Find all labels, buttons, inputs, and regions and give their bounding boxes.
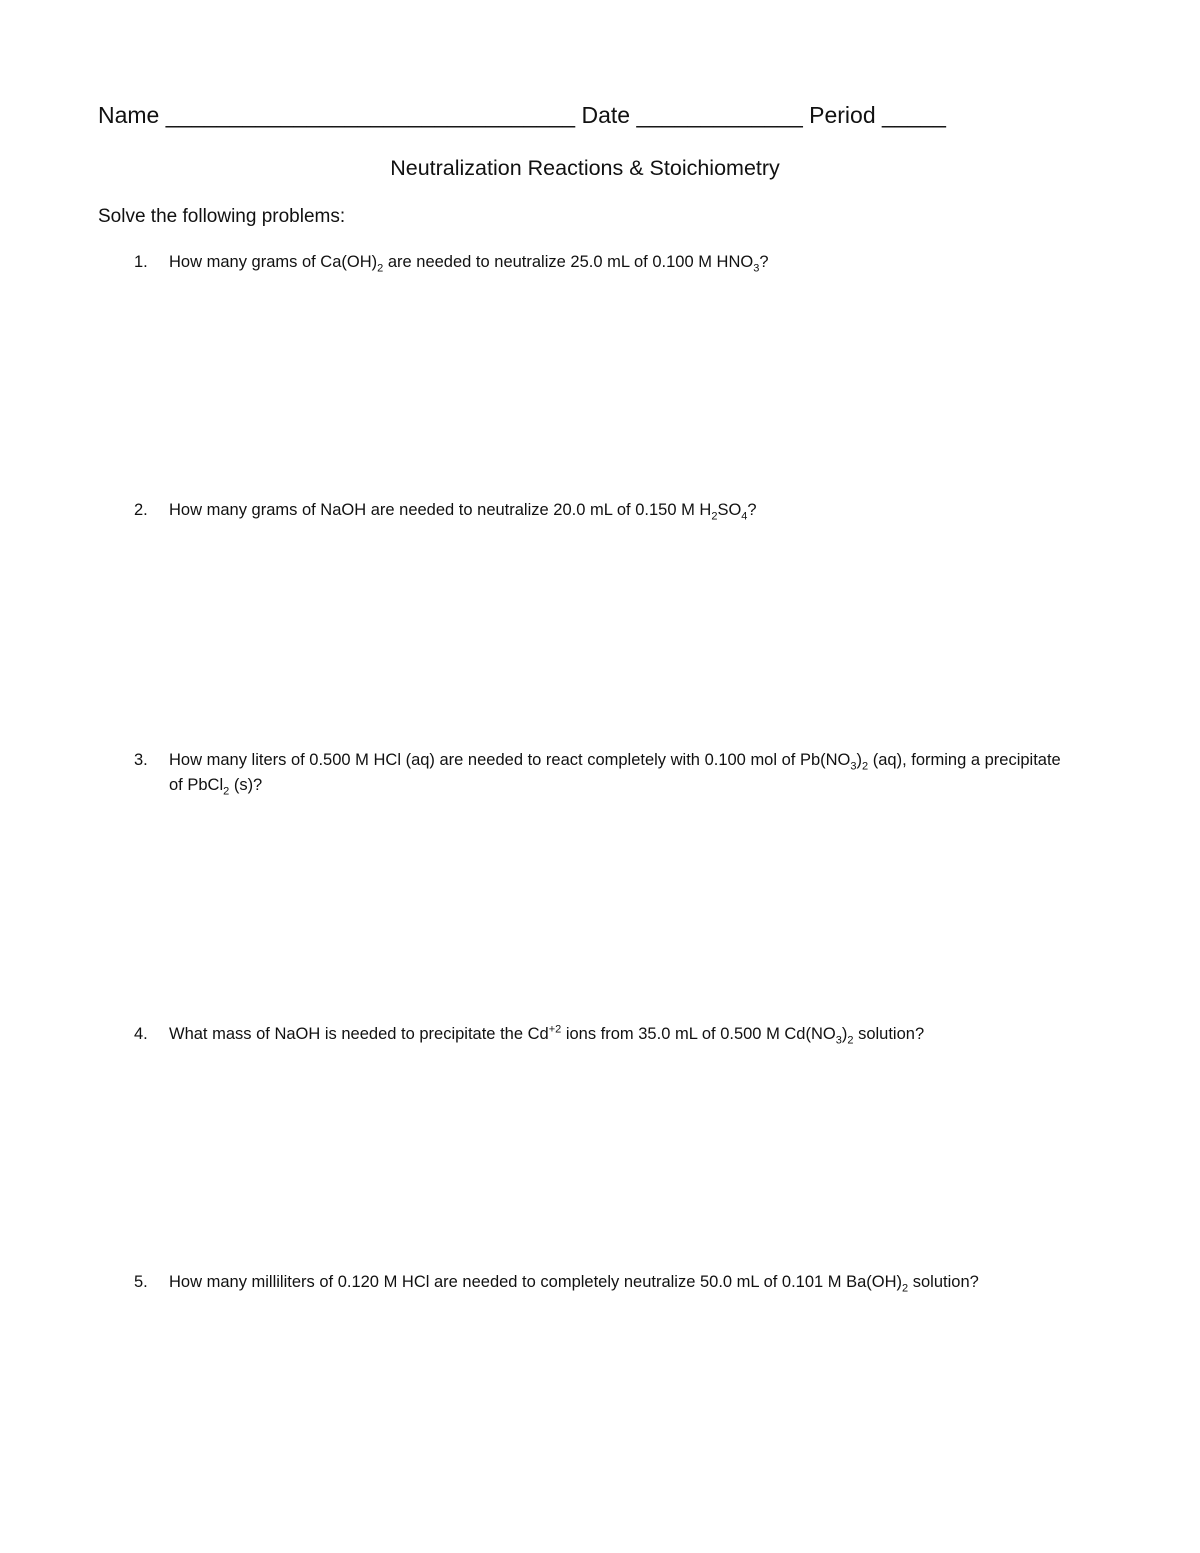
problem-item [134, 250, 1074, 275]
problem-number: 3. [134, 751, 148, 769]
problem-item [134, 748, 1074, 798]
date-blank: _____________ [636, 102, 810, 128]
problem-text: What mass of NaOH is needed to precipitate the $Cd^{+2}$ ions from 35.0 mL of 0.500 M $Cd(NO_3)_2$ solution? [169, 1023, 925, 1047]
problem-text: How many grams of $Ca(OH)_2$ are needed to neutralize 25.0 mL of 0.100 M $HNO_3$? [169, 253, 769, 275]
problem-number: 2. [134, 501, 148, 519]
problem-text: How many liters of 0.500 M HCl (aq) are needed to react completely with 0.100 mol of $Pb(NO_3)_2$ (aq), forming a precipitate of PbCl$_2$ (s)? [169, 751, 1061, 798]
problem-text: How many milliliters of 0.120 M HCl are needed to completely neutralize 50.0 mL of 0.101 M $Ba(OH)_2$ solution? [169, 1273, 979, 1295]
period-label: Period [809, 102, 883, 128]
date-label: Date [581, 102, 637, 128]
problem-item [134, 1270, 1074, 1295]
problem-number: 1. [134, 253, 148, 271]
name-blank: ________________________________ [165, 102, 582, 128]
problem-number: 5. [134, 1273, 148, 1291]
problem-item [134, 1022, 1074, 1047]
name-label: Name [98, 102, 166, 128]
header-fields [98, 102, 946, 129]
period-blank: _____ [882, 102, 946, 128]
problem-number: 4. [134, 1025, 148, 1043]
instructions: Solve the following problems: [98, 206, 346, 227]
worksheet-title: Neutralization Reactions & Stoichiometry [390, 156, 780, 180]
problem-text: How many grams of NaOH are needed to neutralize 20.0 mL of 0.150 M $H_2SO_4$? [169, 501, 757, 523]
problem-item [134, 498, 1074, 523]
